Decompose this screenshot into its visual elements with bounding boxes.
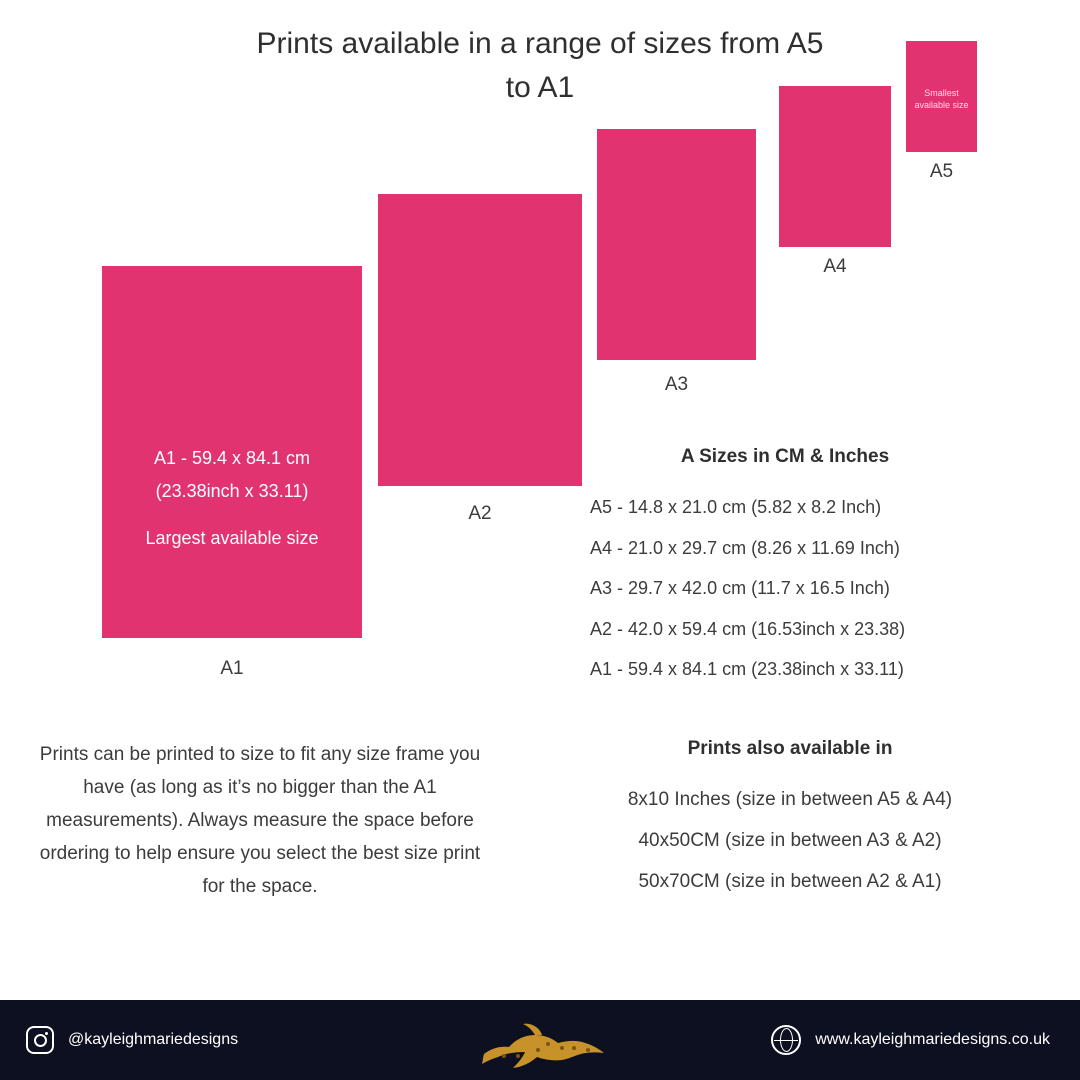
a1-inner-line2: (23.38inch x 33.11) <box>155 481 309 501</box>
a5-inner-line1: Smallest <box>924 88 959 98</box>
also-available-list <box>570 779 1010 902</box>
list-item: A1 - 59.4 x 84.1 cm (23.38inch x 33.11) <box>590 659 904 679</box>
sizes-heading: A Sizes in CM & Inches <box>680 446 890 467</box>
list-item: 50x70CM (size in between A2 & A1) <box>638 871 942 892</box>
globe-icon <box>771 1025 801 1055</box>
website-url: www.kayleighmariedesigns.co.uk <box>815 1031 1050 1048</box>
a5-inner-text <box>906 87 977 111</box>
also-available-heading: Prints also available in <box>687 738 893 759</box>
a1-inner-text <box>102 442 362 555</box>
leopard-logo-icon <box>478 1008 608 1072</box>
a5-inner-line2: available size <box>914 100 969 110</box>
size-block-a2 <box>378 194 582 486</box>
list-item: 40x50CM (size in between A3 & A2) <box>638 830 942 851</box>
instagram-icon <box>26 1026 54 1054</box>
list-item: A3 - 29.7 x 42.0 cm (11.7 x 16.5 Inch) <box>590 578 890 598</box>
page-title: Prints available in a range of sizes from A5 to A1 <box>256 27 824 104</box>
size-label-a1: A1 <box>220 658 244 679</box>
footer-website[interactable] <box>771 1025 1050 1055</box>
size-block-a4 <box>779 86 891 247</box>
a1-inner-line1: A1 - 59.4 x 84.1 cm <box>153 448 311 468</box>
instagram-handle: @kayleighmariedesigns <box>68 1031 239 1048</box>
list-item: A5 - 14.8 x 21.0 cm (5.82 x 8.2 Inch) <box>590 497 882 517</box>
size-label-a3: A3 <box>664 374 689 395</box>
size-block-a3 <box>597 129 756 360</box>
list-item: A2 - 42.0 x 59.4 cm (16.53inch x 23.38) <box>590 618 906 639</box>
size-label-a5: A5 <box>929 161 954 182</box>
size-label-a2: A2 <box>468 503 492 524</box>
size-label-a4: A4 <box>823 256 847 277</box>
a1-inner-line3: Largest available size <box>145 528 319 548</box>
list-item: 8x10 Inches (size in between A5 & A4) <box>627 789 953 810</box>
list-item: A4 - 21.0 x 29.7 cm (8.26 x 11.69 Inch) <box>590 537 900 558</box>
footer-instagram[interactable] <box>26 1026 446 1054</box>
sizes-list <box>590 487 990 690</box>
printing-note: Prints can be printed to size to fit any size frame you have (as long as it’s no bigger than the A1 measurements). Always measure the space before ordering to help ensure you select the best size print for the space. <box>39 744 481 897</box>
